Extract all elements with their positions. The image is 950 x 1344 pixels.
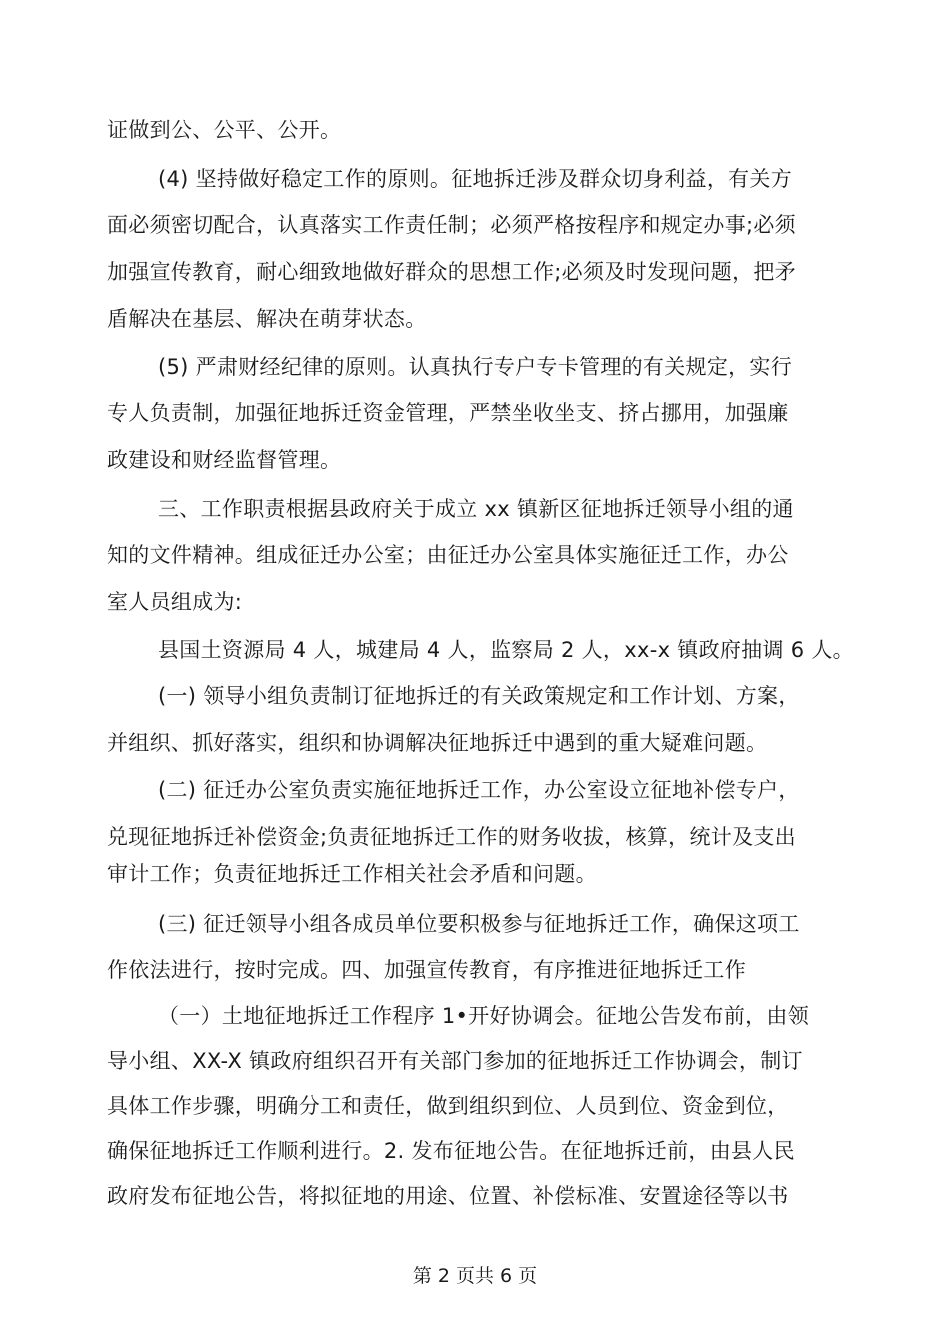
text-line: 三、工作职责根据县政府关于成立 xx 镇新区征地拆迁领导小组的通 <box>158 497 794 521</box>
text-line: 面必须密切配合，认真落实工作责任制；必须严格按程序和规定办事;必须 <box>107 213 796 237</box>
text-line: 专人负责制，加强征地拆迁资金管理，严禁坐收坐支、挤占挪用，加强廉 <box>107 401 789 425</box>
page-number-footer: 第 2 页共 6 页 <box>412 1265 538 1287</box>
text-line: 审计工作；负责征地拆迁工作相关社会矛盾和问题。 <box>107 862 597 886</box>
text-line: (一) 领导小组负责制订征地拆迁的有关政策规定和工作计划、方案， <box>158 684 800 708</box>
text-line: 盾解决在基层、解决在萌芽状态。 <box>107 307 427 331</box>
text-line: （一）土地征地拆迁工作程序 1•开好协调会。征地公告发布前，由领 <box>158 1004 810 1028</box>
text-line: 确保征地拆迁工作顺利进行。2. 发布征地公告。在征地拆迁前，由县人民 <box>107 1139 795 1163</box>
text-line: (4) 坚持做好稳定工作的原则。征地拆迁涉及群众切身利益，有关方 <box>158 167 793 191</box>
text-line: 加强宣传教育，耐心细致地做好群众的思想工作;必须及时发现问题，把矛 <box>107 260 796 284</box>
text-line: (三) 征迁领导小组各成员单位要积极参与征地拆迁工作，确保这项工 <box>158 912 800 936</box>
text-line: 作依法进行，按时完成。四、加强宣传教育，有序推进征地拆迁工作 <box>107 958 746 982</box>
text-line: 政府发布征地公告，将拟征地的用途、位置、补偿标准、安置途径等以书 <box>107 1184 789 1208</box>
text-line: 知的文件精神。组成征迁办公室；由征迁办公室具体实施征迁工作，办公 <box>107 543 789 567</box>
text-line: (5) 严肃财经纪律的原则。认真执行专户专卡管理的有关规定，实行 <box>158 355 793 379</box>
text-line: 兑现征地拆迁补偿资金;负责征地拆迁工作的财务收拔，核算，统计及支出 <box>107 825 796 849</box>
text-line: 县国土资源局 4 人，城建局 4 人，监察局 2 人，xx-x 镇政府抽调 6 人。 <box>158 638 854 662</box>
text-line: 证做到公、公平、公开。 <box>107 118 342 142</box>
text-line: 导小组、XX-X 镇政府组织召开有关部门参加的征地拆迁工作协调会，制订 <box>107 1049 803 1073</box>
text-line: 并组织、抓好落实，组织和协调解决征地拆迁中遇到的重大疑难问题。 <box>107 731 768 755</box>
text-line: 室人员组成为: <box>107 590 243 614</box>
text-line: (二) 征迁办公室负责实施征地拆迁工作，办公室设立征地补偿专户， <box>158 778 800 802</box>
text-line: 政建设和财经监督管理。 <box>107 448 342 472</box>
text-line: 具体工作步骤，明确分工和责任，做到组织到位、人员到位、资金到位， <box>107 1094 789 1118</box>
